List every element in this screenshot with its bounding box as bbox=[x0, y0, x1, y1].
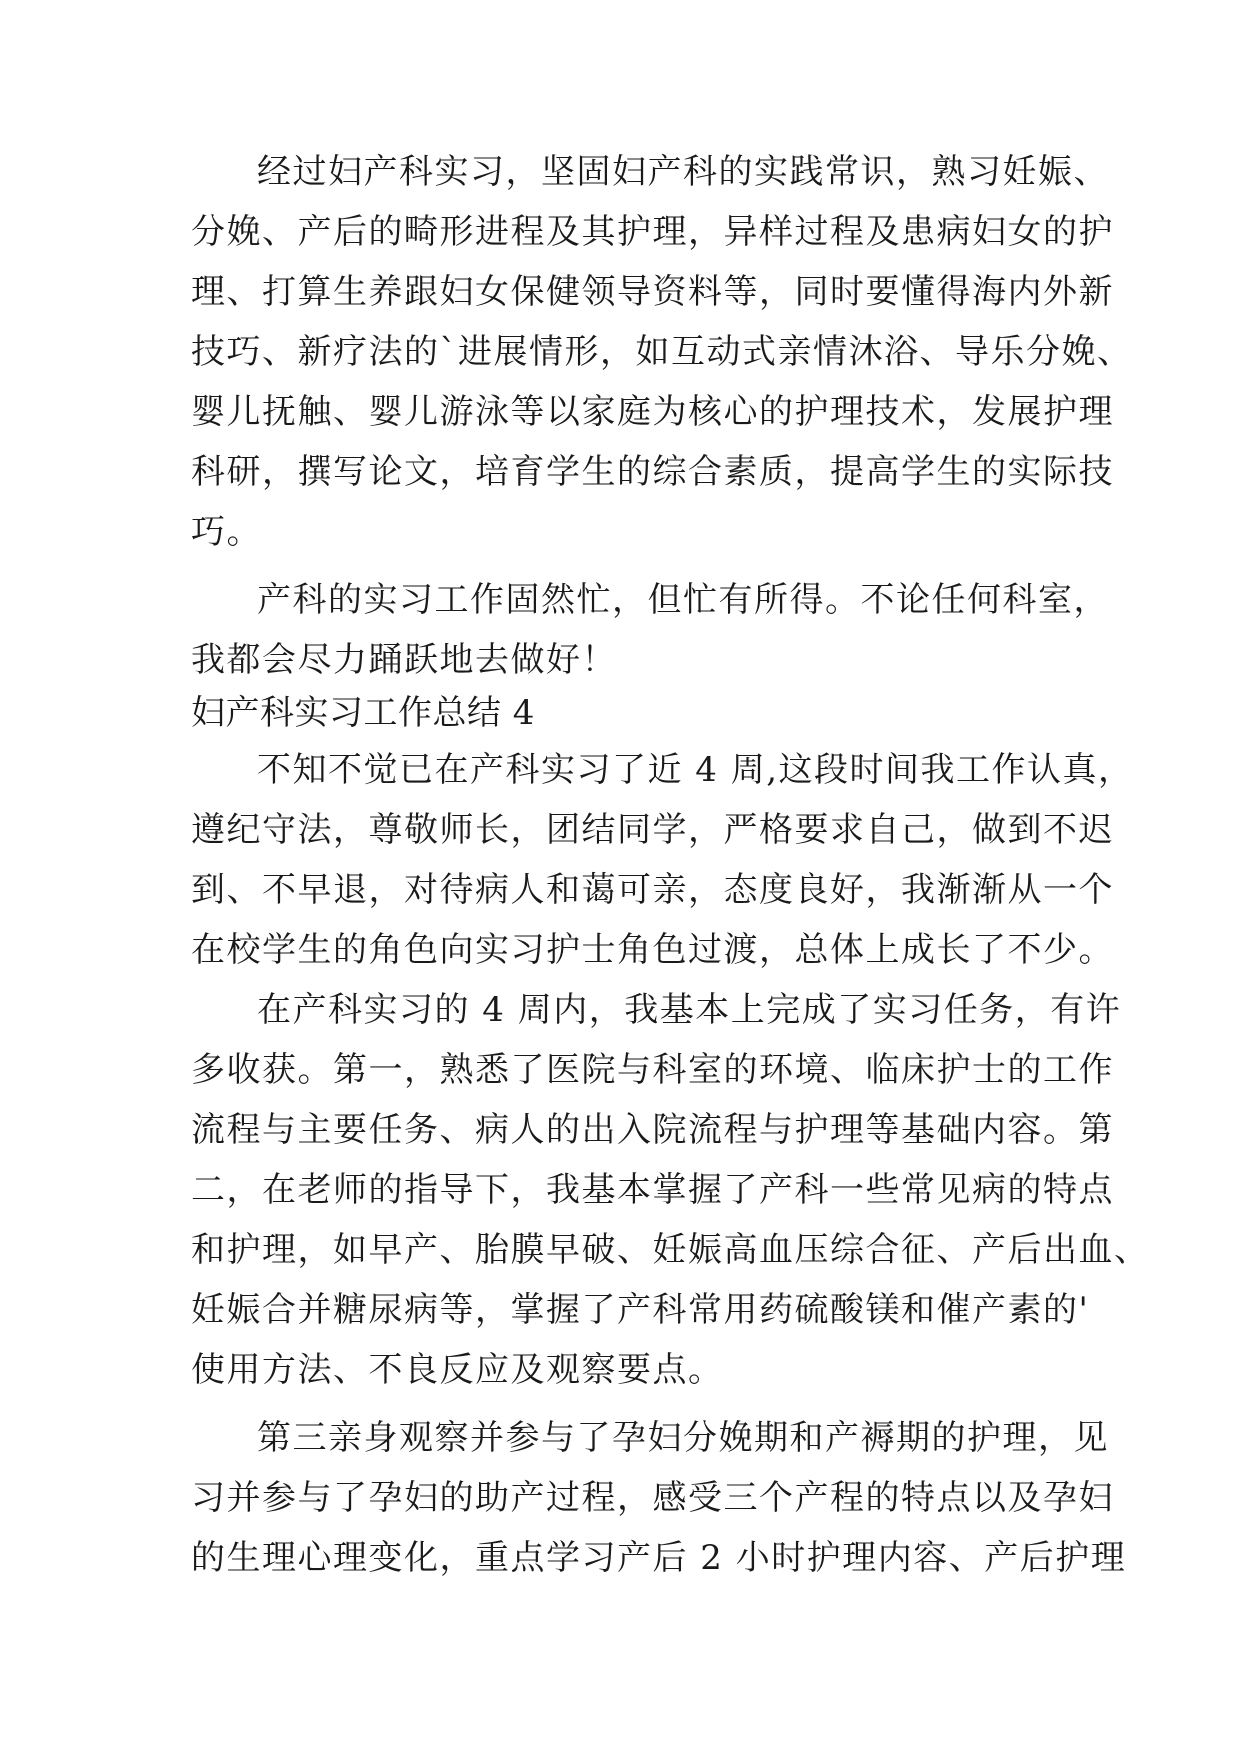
section-heading: 妇产科实习工作总结 4 bbox=[191, 693, 535, 733]
paragraph-1-line-5: 婴儿抚触、婴儿游泳等以家庭为核心的护理技术，发展护理 bbox=[191, 392, 1114, 432]
paragraph-4-line-6: 妊娠合并糖尿病等，掌握了产科常用药硫酸镁和催产素的' bbox=[191, 1290, 1090, 1330]
paragraph-5-line-1: 第三亲身观察并参与了孕妇分娩期和产褥期的护理，见 bbox=[257, 1418, 1109, 1458]
paragraph-1-line-7: 巧。 bbox=[191, 512, 262, 552]
paragraph-4-line-4: 二，在老师的指导下，我基本掌握了产科一些常见病的特点 bbox=[191, 1170, 1114, 1210]
paragraph-1-line-6: 科研，撰写论文，培育学生的综合素质，提高学生的实际技 bbox=[191, 452, 1114, 492]
paragraph-5-line-3: 的生理心理变化，重点学习产后 2 小时护理内容、产后护理 bbox=[191, 1538, 1127, 1578]
paragraph-4-line-1: 在产科实习的 4 周内，我基本上完成了实习任务，有许 bbox=[257, 990, 1122, 1030]
paragraph-3-line-1: 不知不觉已在产科实习了近 4 周,这段时间我工作认真， bbox=[257, 750, 1134, 790]
paragraph-3-line-4: 在校学生的角色向实习护士角色过渡，总体上成长了不少。 bbox=[191, 930, 1114, 970]
paragraph-4-line-7: 使用方法、不良反应及观察要点。 bbox=[191, 1350, 724, 1390]
paragraph-1-line-2: 分娩、产后的畸形进程及其护理，异样过程及患病妇女的护 bbox=[191, 212, 1114, 252]
paragraph-4-line-3: 流程与主要任务、病人的出入院流程与护理等基础内容。第 bbox=[191, 1110, 1114, 1150]
paragraph-3-line-3: 到、不早退，对待病人和蔼可亲，态度良好，我渐渐从一个 bbox=[191, 870, 1114, 910]
paragraph-3-line-2: 遵纪守法，尊敬师长，团结同学，严格要求自己，做到不迟 bbox=[191, 810, 1114, 850]
paragraph-5-line-2: 习并参与了孕妇的助产过程，感受三个产程的特点以及孕妇 bbox=[191, 1478, 1114, 1518]
paragraph-2-line-2: 我都会尽力踊跃地去做好！ bbox=[191, 640, 617, 680]
paragraph-4-line-2: 多收获。第一，熟悉了医院与科室的环境、临床护士的工作 bbox=[191, 1050, 1114, 1090]
paragraph-1-line-1: 经过妇产科实习，坚固妇产科的实践常识，熟习妊娠、 bbox=[257, 152, 1109, 192]
paragraph-2-line-1: 产科的实习工作固然忙，但忙有所得。不论任何科室， bbox=[257, 580, 1109, 620]
paragraph-4-line-5: 和护理，如早产、胎膜早破、妊娠高血压综合征、产后出血、 bbox=[191, 1230, 1150, 1270]
paragraph-1-line-4: 技巧、新疗法的`进展情形，如互动式亲情沐浴、导乐分娩、 bbox=[191, 332, 1133, 372]
paragraph-1-line-3: 理、打算生养跟妇女保健领导资料等，同时要懂得海内外新 bbox=[191, 272, 1114, 312]
